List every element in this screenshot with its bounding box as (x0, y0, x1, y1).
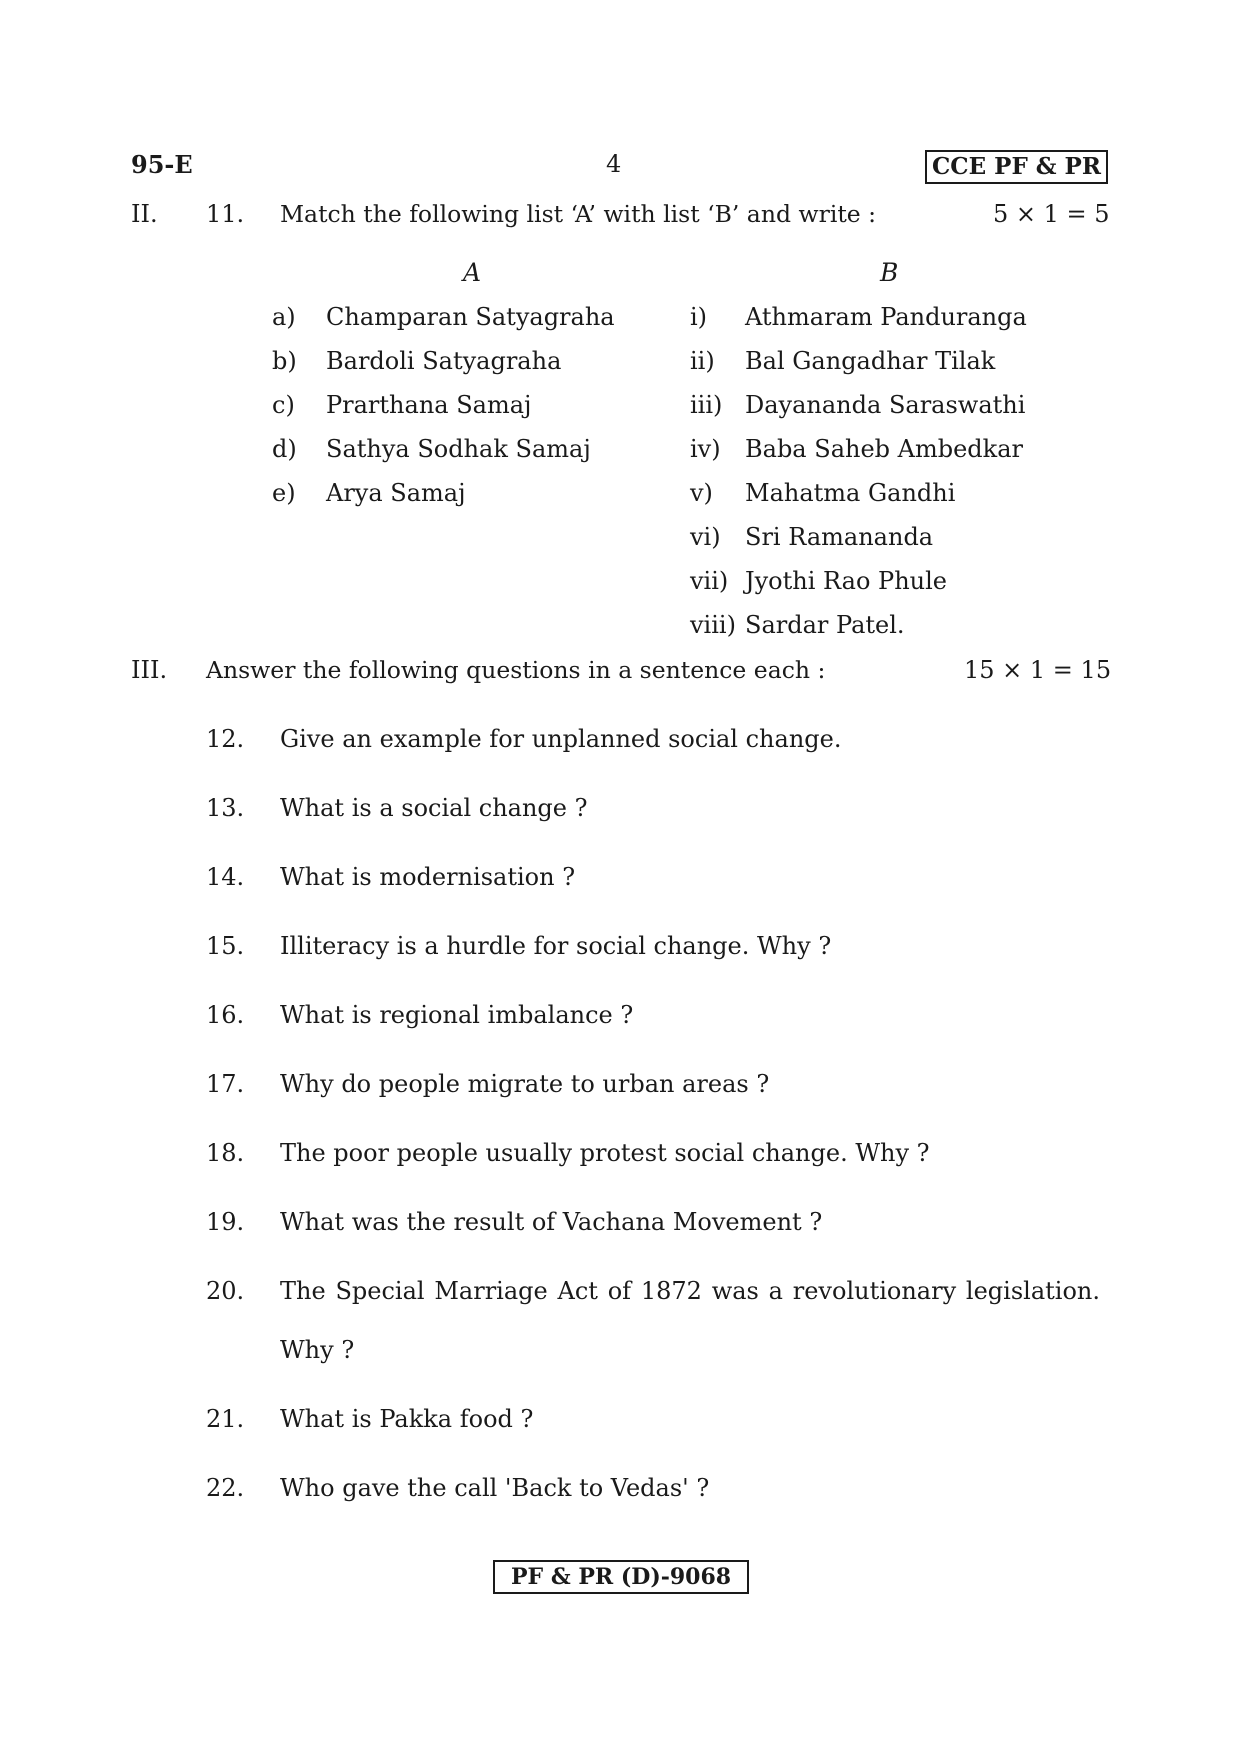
question-number: 13. (206, 794, 245, 822)
question-text: What is regional imbalance ? (280, 1001, 634, 1029)
question-text: What is Pakka food ? (280, 1405, 534, 1433)
section-2-roman: II. (131, 200, 158, 228)
question-number: 21. (206, 1405, 245, 1433)
question-text: Give an example for unplanned social change. (280, 725, 842, 753)
question-number: 18. (206, 1139, 245, 1167)
question-number: 17. (206, 1070, 245, 1098)
section-3-instruction: Answer the following questions in a sentence each : (206, 656, 826, 684)
list-b-item: Jyothi Rao Phule (745, 567, 947, 595)
question-11-number: 11. (206, 200, 245, 228)
list-b-item: Athmaram Panduranga (745, 303, 1027, 331)
list-b-label: iv) (690, 435, 721, 463)
question-11-marks: 5 × 1 = 5 (993, 200, 1110, 228)
list-a-item: Arya Samaj (326, 479, 466, 507)
section-3-marks: 15 × 1 = 15 (964, 656, 1112, 684)
question-number: 12. (206, 725, 245, 753)
list-a-label: e) (272, 479, 296, 507)
question-number: 16. (206, 1001, 245, 1029)
question-text-continuation: Why ? (280, 1336, 355, 1364)
list-a-label: a) (272, 303, 296, 331)
list-b-item: Sardar Patel. (745, 611, 905, 639)
list-b-label: v) (690, 479, 713, 507)
list-a-item: Bardoli Satyagraha (326, 347, 562, 375)
list-b-item: Mahatma Gandhi (745, 479, 956, 507)
footer-code-box: PF & PR (D)-9068 (493, 1560, 749, 1594)
list-b-label: ii) (690, 347, 715, 375)
question-text: The Special Marriage Act of 1872 was a revolutionary legislation. (280, 1277, 1100, 1305)
question-text: What is modernisation ? (280, 863, 576, 891)
list-b-label: i) (690, 303, 708, 331)
list-a-label: b) (272, 347, 297, 375)
section-3-roman: III. (131, 656, 168, 684)
question-text: The poor people usually protest social change. Why ? (280, 1139, 930, 1167)
list-b-item: Dayananda Saraswathi (745, 391, 1026, 419)
question-text: Why do people migrate to urban areas ? (280, 1070, 770, 1098)
paper-code: 95-E (131, 150, 193, 179)
question-number: 15. (206, 932, 245, 960)
series-box: CCE PF & PR (925, 150, 1108, 184)
page-number: 4 (606, 150, 622, 178)
question-11-text: Match the following list ‘A’ with list ‘B’ and write : (280, 200, 877, 228)
list-b-label: vii) (690, 567, 729, 595)
list-a-item: Champaran Satyagraha (326, 303, 615, 331)
question-text: What is a social change ? (280, 794, 588, 822)
list-a-label: c) (272, 391, 295, 419)
list-b-label: iii) (690, 391, 723, 419)
list-b-item: Sri Ramananda (745, 523, 934, 551)
list-a-item: Prarthana Samaj (326, 391, 532, 419)
list-b-item: Baba Saheb Ambedkar (745, 435, 1023, 463)
question-text: Who gave the call 'Back to Vedas' ? (280, 1474, 710, 1502)
question-text: What was the result of Vachana Movement ? (280, 1208, 823, 1236)
question-number: 22. (206, 1474, 245, 1502)
question-number: 20. (206, 1277, 245, 1305)
question-number: 14. (206, 863, 245, 891)
question-number: 19. (206, 1208, 245, 1236)
list-b-item: Bal Gangadhar Tilak (745, 347, 996, 375)
list-b-heading: B (880, 258, 899, 287)
list-a-label: d) (272, 435, 297, 463)
list-b-label: vi) (690, 523, 721, 551)
list-b-label: viii) (690, 611, 736, 639)
question-text: Illiteracy is a hurdle for social change. Why ? (280, 932, 832, 960)
list-a-item: Sathya Sodhak Samaj (326, 435, 591, 463)
list-a-heading: A (463, 258, 482, 287)
